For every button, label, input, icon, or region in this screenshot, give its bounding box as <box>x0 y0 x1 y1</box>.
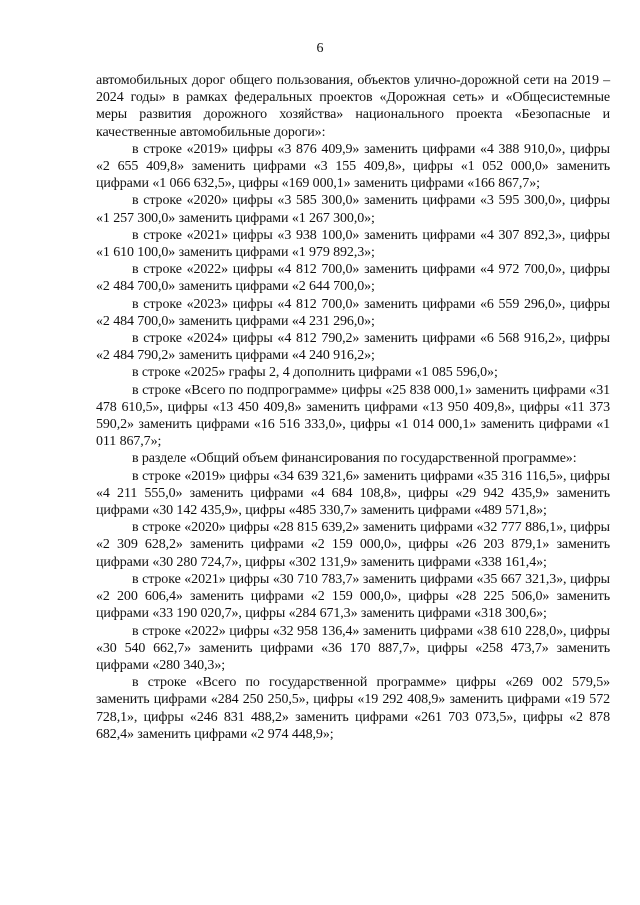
page-number: 6 <box>316 41 324 56</box>
paragraph-row-2019: в строке «2019» цифры «3 876 409,9» заменить цифрами «4 388 910,0», цифры «2 655 409,8» заменить цифрами «3 155 409,8», цифры «1 052 000,0» заменить цифрами «1 066 632,5», цифры «169 000,1» заменить цифрами «166 867,7»; <box>96 141 610 192</box>
paragraph-row-2023: в строке «2023» цифры «4 812 700,0» заменить цифрами «6 559 296,0», цифры «2 484 700,0» заменить цифрами «4 231 296,0»; <box>96 296 610 329</box>
paragraph-row-2021: в строке «2021» цифры «3 938 100,0» заменить цифрами «4 307 892,3», цифры «1 610 100,0» заменить цифрами «1 979 892,3»; <box>96 227 610 261</box>
paragraph-program-title: автомобильных дорог общего пользования, объектов улично-дорожной сети на 2019 – 2024 годы» в рамках федеральных проектов «Дорожная сеть» и «Общесистемные меры развития дорожного хозяйства» национального проекта «Безопасные и качественные автомобильные дороги»: <box>96 73 610 140</box>
paragraph-total-2021: в строке «2021» цифры «30 710 783,7» заменить цифрами «35 667 321,3», цифры «2 200 606,4» заменить цифрами «2 159 000,0», цифры «28 225 506,0» заменить цифрами «33 190 020,7», цифры «284 671,3» заменить цифрами «318 300,6»; <box>96 571 610 622</box>
paragraph-subprogram-total: в строке «Всего по подпрограмме» цифры «25 838 000,1» заменить цифрами «31 478 610,5», цифры «13 450 409,8» заменить цифрами «13 950 409,8», цифры «11 373 590,2» заменить цифрами «16 516 333,0», цифры «1 014 000,1» заменить цифрами «1 011 867,7»; <box>96 382 610 450</box>
paragraph-total-2019: в строке «2019» цифры «34 639 321,6» заменить цифрами «35 316 116,5», цифры «4 211 555,0» заменить цифрами «4 684 108,8», цифры «29 942 435,9» заменить цифрами «30 142 435,9», цифры «485 330,7» заменить цифрами «489 571,8»; <box>96 468 610 519</box>
document-body <box>96 72 610 743</box>
paragraph-row-2025: в строке «2025» графы 2, 4 дополнить цифрами «1 085 596,0»; <box>132 365 498 381</box>
paragraph-total-2022: в строке «2022» цифры «32 958 136,4» заменить цифрами «38 610 228,0», цифры «30 540 662,7» заменить цифрами «36 170 887,7», цифры «258 473,7» заменить цифрами «280 340,3»; <box>96 623 610 673</box>
paragraph-section-heading: в разделе «Общий объем финансирования по государственной программе»: <box>132 451 577 467</box>
paragraph-program-total: в строке «Всего по государственной программе» цифры «269 002 579,5» заменить цифрами «284 250 250,5», цифры «19 292 408,9» заменить цифрами «19 572 728,1», цифры «246 831 488,2» заменить цифрами «261 703 073,5», цифры «2 878 682,4» заменить цифрами «2 974 448,9»; <box>96 675 610 742</box>
paragraph-row-2024: в строке «2024» цифры «4 812 790,2» заменить цифрами «6 568 916,2», цифры «2 484 790,2» заменить цифрами «4 240 916,2»; <box>96 331 610 364</box>
paragraph-row-2022: в строке «2022» цифры «4 812 700,0» заменить цифрами «4 972 700,0», цифры «2 484 700,0» заменить цифрами «2 644 700,0»; <box>96 262 610 295</box>
paragraph-row-2020: в строке «2020» цифры «3 585 300,0» заменить цифрами «3 595 300,0», цифры «1 257 300,0» заменить цифрами «1 267 300,0»; <box>96 193 610 226</box>
paragraph-total-2020: в строке «2020» цифры «28 815 639,2» заменить цифрами «32 777 886,1», цифры «2 309 628,2» заменить цифрами «2 159 000,0», цифры «26 203 879,1» заменить цифрами «30 280 724,7», цифры «302 131,9» заменить цифрами «338 161,4»; <box>96 520 610 570</box>
